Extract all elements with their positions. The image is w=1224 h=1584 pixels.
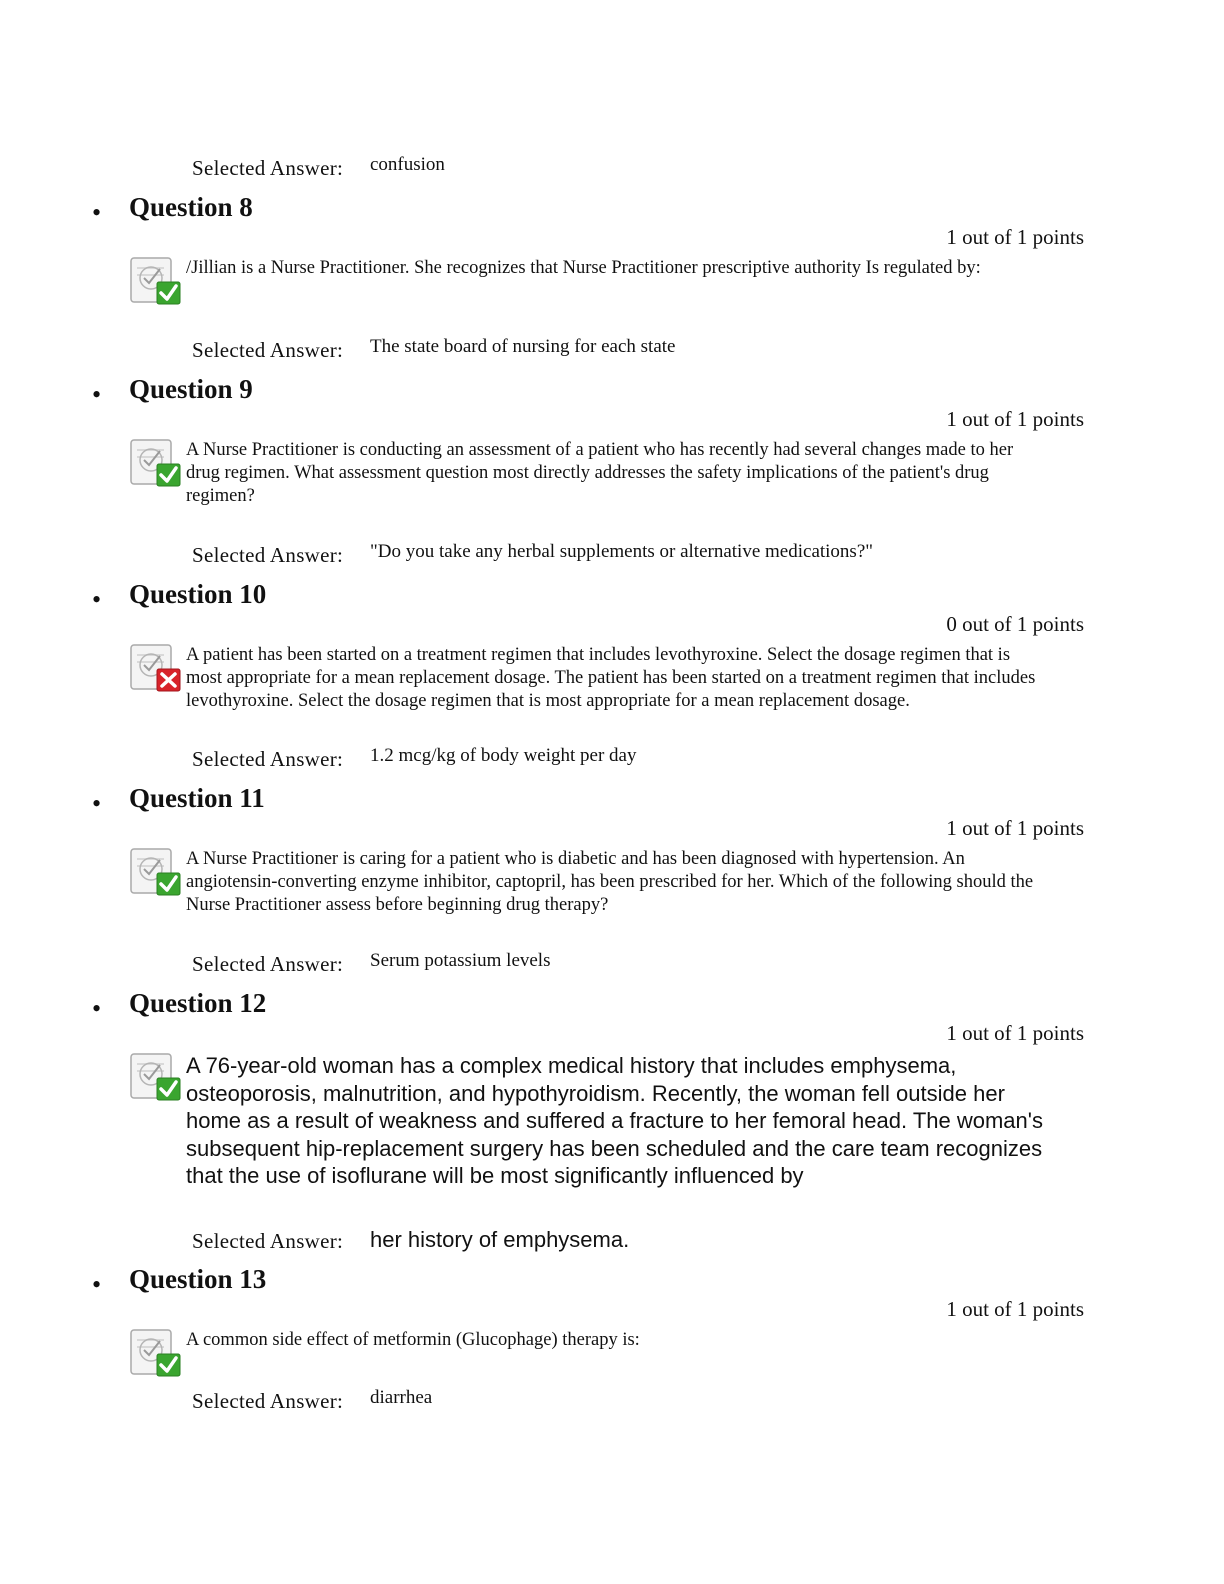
correct-check-icon	[130, 847, 184, 897]
selected-answer-label: Selected Answer:	[192, 156, 344, 180]
question-title: Question 10	[129, 579, 267, 609]
selected-answer-label: Selected Answer:	[192, 952, 344, 976]
correct-check-icon	[130, 1328, 184, 1378]
bullet-icon: •	[92, 1270, 102, 1299]
bullet-icon: •	[92, 994, 102, 1023]
bullet-icon: •	[92, 198, 102, 227]
question-title: Question 8	[129, 192, 253, 222]
question-title: Question 11	[129, 783, 265, 813]
points-label: 1 out of 1 points	[946, 1297, 1084, 1321]
correct-check-icon	[130, 1052, 184, 1102]
correct-check-icon	[130, 256, 184, 306]
incorrect-x-icon	[130, 643, 184, 693]
selected-answer-label: Selected Answer:	[192, 338, 344, 362]
selected-answer-value: confusion	[370, 154, 445, 175]
question-title: Question 13	[129, 1264, 267, 1294]
question-title: Question 9	[129, 374, 253, 404]
question-text: A Nurse Practitioner is conducting an assessment of a patient who has recently had several changes made to her drug regimen. What assessment question most directly addresses the safety implications of the patient's drug regimen?	[186, 440, 1014, 506]
question-text: A 76-year-old woman has a complex medical history that includes emphysema, osteoporosis, malnutrition, and hypothyroidism. Recently, the woman fell outside her home as a result of weakness and suffered a fracture to her femoral head. The woman's subsequent hip-replacement surgery has been scheduled and the care team recognizes that the use of isoflurane will be most significantly influenced by	[186, 1053, 1043, 1188]
selected-answer-value: 1.2 mcg/kg of body weight per day	[370, 745, 637, 766]
selected-answer-label: Selected Answer:	[192, 1389, 344, 1413]
selected-answer-value: Serum potassium levels	[370, 950, 551, 971]
question-text: /Jillian is a Nurse Practitioner. She recognizes that Nurse Practitioner prescriptive authority Is regulated by:	[186, 258, 981, 278]
question-text: A Nurse Practitioner is caring for a patient who is diabetic and has been diagnosed with hypertension. An angiotensin-converting enzyme inhibitor, captopril, has been prescribed for her. Which of the following should the Nurse Practitioner assess before beginning drug therapy?	[186, 849, 1034, 915]
selected-answer-value: diarrhea	[370, 1387, 433, 1408]
points-label: 0 out of 1 points	[946, 612, 1084, 636]
question-text: A common side effect of metformin (Glucophage) therapy is:	[186, 1330, 640, 1350]
points-label: 1 out of 1 points	[946, 816, 1084, 840]
points-label: 1 out of 1 points	[946, 225, 1084, 249]
points-label: 1 out of 1 points	[946, 1021, 1084, 1045]
selected-answer-label: Selected Answer:	[192, 747, 344, 771]
selected-answer-value: "Do you take any herbal supplements or alternative medications?"	[370, 541, 874, 562]
points-label: 1 out of 1 points	[946, 407, 1084, 431]
question-title: Question 12	[129, 988, 267, 1018]
selected-answer-label: Selected Answer:	[192, 543, 344, 567]
selected-answer-value: her history of emphysema.	[370, 1227, 630, 1252]
bullet-icon: •	[92, 789, 102, 818]
bullet-icon: •	[92, 380, 102, 409]
selected-answer-label: Selected Answer:	[192, 1229, 344, 1253]
question-text: A patient has been started on a treatment regimen that includes levothyroxine. Select the dosage regimen that is most appropriate for a mean replacement dosage. The patient has been started on a treatment regimen that includes levothyroxine. Select the dosage regimen that is most appropriate for a mean replacement dosage.	[186, 645, 1036, 711]
bullet-icon: •	[92, 585, 102, 614]
correct-check-icon	[130, 438, 184, 488]
selected-answer-value: The state board of nursing for each state	[370, 336, 676, 357]
